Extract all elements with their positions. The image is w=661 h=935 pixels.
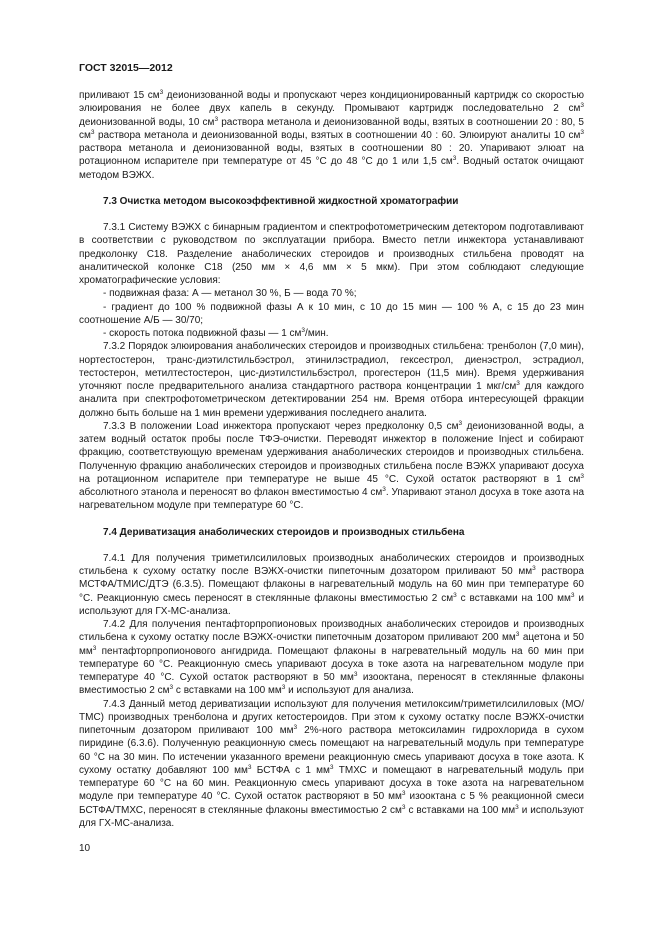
paragraph-7-3-1: 7.3.1 Систему ВЭЖХ с бинарным градиентом и спектрофотометрическим детектором подготавливают в соответствии с руководством по эксплуатации прибора. Вместо петли инжектора устанавливают предколонку С18. Разделение анаболических стероидов и производных стильбена проводят на аналитической колонке С18 (250 мм × 4,6 мм × 5 мкм). При этом соблюдают следующие хроматографические условия: [79,222,584,286]
list-item-mobile-phase: - подвижная фаза: А — метанол 30 %, Б — вода 70 %; [103,288,357,300]
document-body [79,89,584,830]
paragraph-7-4-3: 7.4.3 Данный метод дериватизации используют для получения метилоксим/триметилсилиловых (МО/ТМС) производных тренболона и других кетостероидов. При этом к сухому остатку после ВЭЖХ-очистки пипеточным дозатором приливают 100 $мм^3$ 2%-ного раствора метоксиламин гидрохлорида в сухом пиридине (6.3.6). Полученную реакционную смесь помещают на нагревательный модуль при температуре 60 °С на 30 мин. По истечении указанного времени реакционную смесь упаривают досуха в токе азота. К сухому остатку добавляют 100 $мм^3$ БСТФА с 1 $мм^3$ ТМХС и помещают в нагревательный модуль при температуре 60 °С на 60 мин. Реакционную смесь упаривают досуха в токе азота на нагревательном модуле при температуре 40 °С. Сухой остаток растворяют в 50 $мм^3$ изооктана с 5 % реакционной смеси БСТФА/ТМХС, переносят в стеклянные флаконы вместимостью 2 $см^3$ с вставками на 100 $мм^3$ и используют для ГХ-МС-анализа. [79,698,584,829]
paragraph-7-4-1: 7.4.1 Для получения триметилсилиловых производных анаболических стероидов и производных стильбена к сухому остатку после ВЭЖХ-очистки пипеточным дозатором приливают 50 $мм^3$ раствора МСТФА/ТМИС/ДТЭ (6.3.5). Помещают флаконы в нагревательный модуль на 60 мин при температуре 60 °С. Реакционную смесь переносят в стеклянные флаконы вместимостью 2 $см^3$ с вставками на 100 $мм^3$ и используют для ГХ-МС-анализа. [79,552,585,617]
list-item-flow-rate: - скорость потока подвижной фазы — 1 $см^3$/мин. [103,327,329,339]
page-number: 10 [79,843,91,854]
list-item-gradient: - градиент до 100 % подвижной фазы А к 10 мин, с 10 до 15 мин — 100 % А, с 15 до 23 мин соотношение А/Б — 30/70; [79,301,584,326]
paragraph-7-3-2: 7.3.2 Порядок элюирования анаболических стероидов и производных стильбена: тренболон (7,0 мин), нортестостерон, транс-диэтилстильбэстрол, этинилэстрадиол, гексестрол, диенэстрол, эстрадиол, тестостерон, метилтестостерон, цис-диэтилстильбэстрол, прогестерон (11,5 мин). Время удерживания уточняют после предварительного анализа стандартного раствора концентрации 1 мкг/$см^3$ для каждого аналита при спектрофотометрическом детектировании 254 нм. Время отбора интересующей фракции должно быть больше на 1 мин времени удерживания последнего аналита. [79,341,584,419]
section-heading-7-3: 7.3 Очистка методом высокоэффективной жидкостной хроматографии [103,195,459,207]
intro-paragraph: приливают 15 $см^3$ деионизованной воды и пропускают через кондиционированный картридж со скоростью элюирования не более двух капель в секунду. Промывают картридж последовательно 2 $см^3$ деионизованной воды, 10 $см^3$ раствора метанола и деионизованной воды, взятых в соотношении 20 : 80, 5 $см^3$ раствора метанола и деионизованной воды, взятых в соотношении 40 : 60. Элюируют аналиты 10 $см^3$ раствора метанола и деионизованной воды, взятых в соотношении 80 : 20. Упаривают элюат на ротационном испарителе при температуре от 45 °С до 48 °С до 1 или 1,5 $см^3$. Водный остаток очищают методом ВЭЖХ. [79,89,584,181]
section-heading-7-4: 7.4 Дериватизация анаболических стероидов и производных стильбена [103,526,465,538]
document-header: ГОСТ 32015—2012 [79,62,173,74]
paragraph-7-4-2: 7.4.2 Для получения пентафторпропионовых производных анаболических стероидов и производных стильбена к сухому остатку после ВЭЖХ-очистки пипеточным дозатором приливают 200 $мм^3$ ацетона и 50 $мм^3$ пентафторпропионового ангидрида. Помещают флаконы в нагревательный модуль на 60 мин при температуре 60 °С. Реакционную смесь упаривают досуха в токе азота на нагревательном модуле при температуре 40 °С. Сухой остаток растворяют в 50 $мм^3$ изооктана, переносят в стеклянные флаконы вместимостью 2 $см^3$ с вставками на 100 $мм^3$ и используют для анализа. [79,619,585,697]
paragraph-7-3-3: 7.3.3 В положении Load инжектора пропускают через предколонку 0,5 $см^3$ деионизованной воды, а затем водный остаток пробы после ТФЭ-очистки. Переводят инжектор в положение Inject и собирают фракцию, соответствующую временам удерживания анаболических стероидов и производных стильбена. Полученную фракцию анаболических стероидов и производных стильбена после ВЭЖХ упаривают досуха на ротационном испарителе при температуре не выше 45 °С. Сухой остаток растворяют в 1 $см^3$ абсолютного этанола и переносят во флакон вместимостью 4 $см^3$. Упаривают этанол досуха в токе азота на нагревательном модуле при температуре 60 °С. [79,419,585,512]
